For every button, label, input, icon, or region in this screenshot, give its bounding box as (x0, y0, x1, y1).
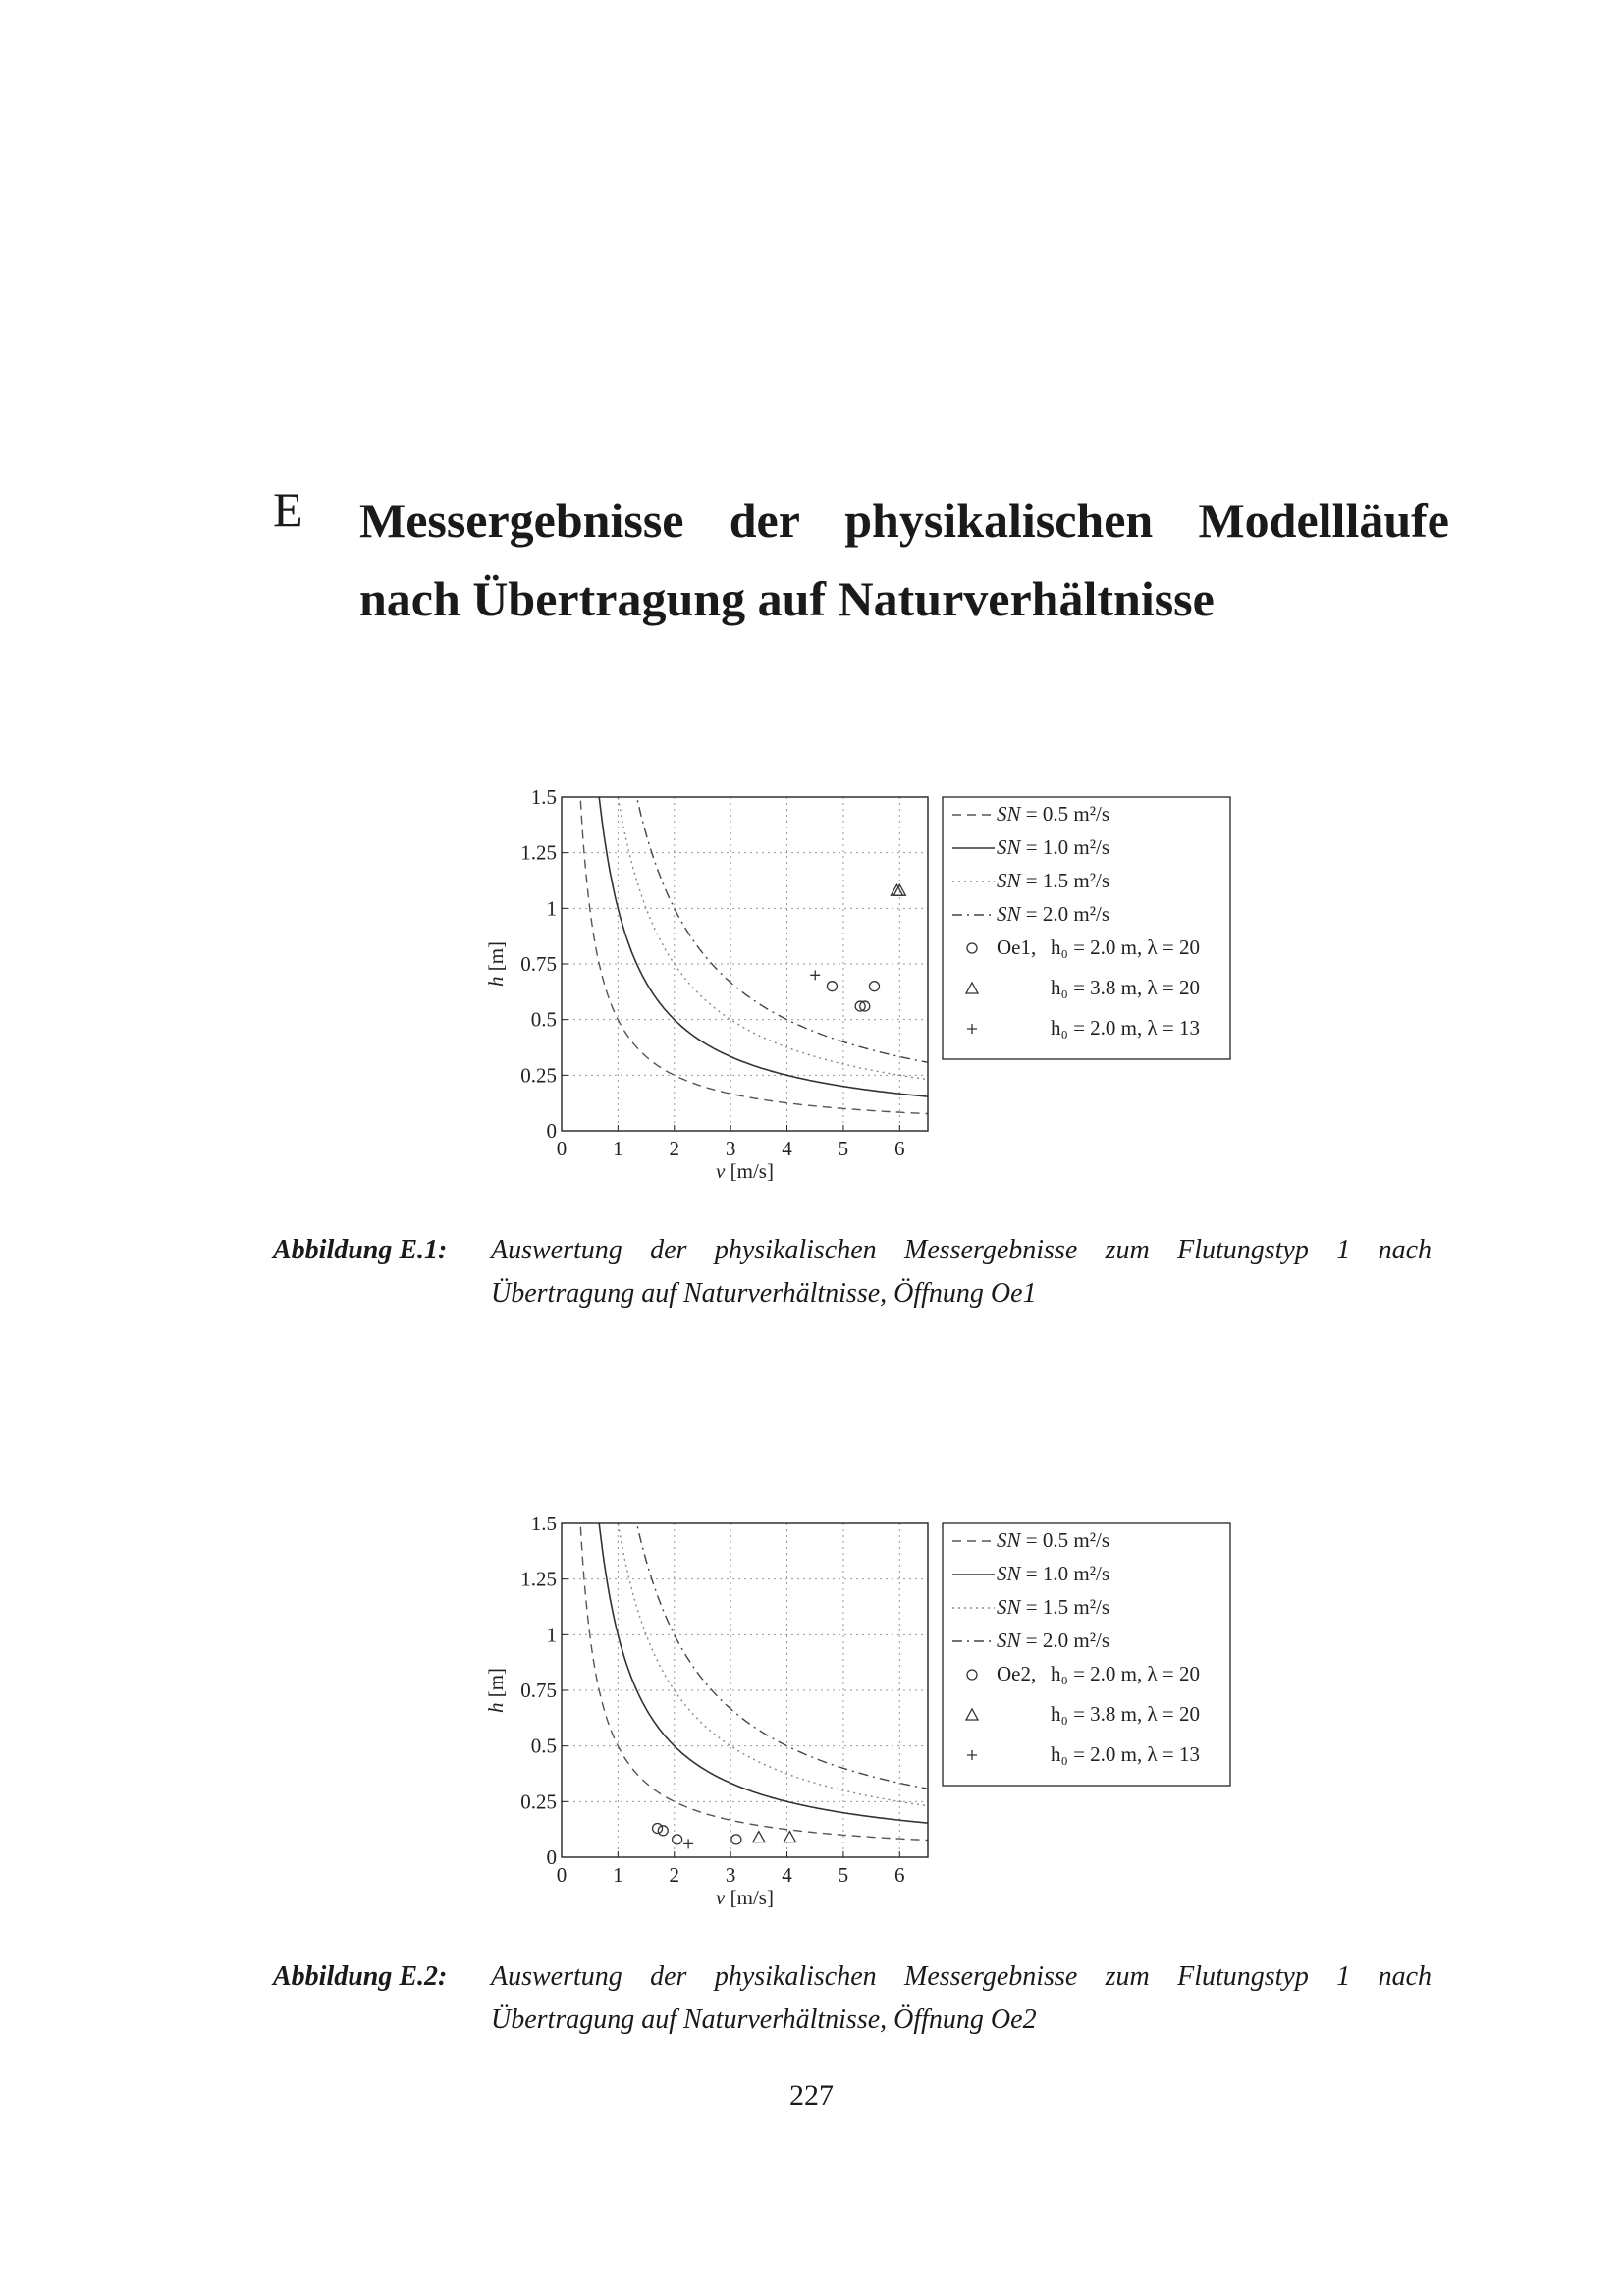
x-tick-label: 3 (725, 1137, 736, 1160)
legend-label: h₀ = 2.0 m, λ = 13 (1051, 1742, 1201, 1766)
y-axis-label: h [m] (484, 940, 508, 988)
page-number: 227 (789, 2079, 834, 2111)
y-tick-label: 1.5 (530, 785, 557, 809)
legend-label: SN = 1.0 m²/s (997, 1562, 1109, 1585)
x-tick-label: 3 (725, 1863, 736, 1887)
legend-label: h₀ = 2.0 m, λ = 13 (1051, 1016, 1201, 1040)
x-tick-label: 1 (613, 1863, 623, 1887)
figure-e2-chart (0, 1502, 1623, 1914)
curve-sn-1 (598, 1513, 928, 1823)
legend-label: SN = 1.5 m²/s (997, 869, 1109, 892)
chapter-title: Messergebnisse der physikalischen Modellläufe nach Übertragung auf Naturverhältnisse (359, 493, 1449, 626)
y-tick-label: 1 (546, 896, 557, 921)
curve-sn-0.5 (580, 1513, 929, 1841)
x-tick-label: 2 (669, 1137, 680, 1160)
y-axis-label: h [m] (484, 1667, 508, 1714)
y-tick-label: 0.25 (520, 1789, 557, 1814)
legend-label: h₀ = 2.0 m, λ = 20 (1051, 1662, 1201, 1685)
legend-label: SN = 0.5 m²/s (997, 802, 1109, 826)
y-tick-label: 1.25 (520, 840, 557, 865)
data-point-circle (827, 982, 837, 991)
data-point-circle (653, 1824, 663, 1834)
data-point-triangle (784, 1832, 795, 1842)
data-point-circle (731, 1835, 741, 1844)
caption-label: Abbildung E.1: (273, 1235, 448, 1265)
curve-sn-1.5 (617, 786, 929, 1080)
legend-label: h₀ = 3.8 m, λ = 20 (1051, 1702, 1201, 1726)
curve-sn-2 (634, 1513, 928, 1789)
y-tick-label: 0 (546, 1119, 557, 1143)
legend-label: SN = 2.0 m²/s (997, 902, 1109, 926)
x-tick-label: 6 (894, 1137, 905, 1160)
x-axis-label: v [m/s] (716, 1886, 774, 1909)
legend-entry (967, 935, 1200, 959)
y-tick-label: 0.25 (520, 1063, 557, 1088)
y-tick-label: 1.25 (520, 1567, 557, 1591)
data-point-triangle (753, 1832, 765, 1842)
x-tick-label: 0 (556, 1137, 568, 1160)
legend-lead: Oe2, (997, 1662, 1037, 1685)
legend-label: h₀ = 2.0 m, λ = 20 (1051, 935, 1201, 959)
x-tick-label: 4 (782, 1137, 792, 1160)
x-tick-label: 6 (894, 1863, 905, 1887)
x-tick-label: 5 (838, 1863, 849, 1887)
x-tick-label: 2 (669, 1863, 680, 1887)
curve-sn-1 (598, 786, 928, 1096)
caption-label: Abbildung E.2: (273, 1961, 448, 1992)
y-tick-label: 0.75 (520, 1679, 557, 1702)
legend-label: SN = 2.0 m²/s (997, 1629, 1109, 1652)
x-tick-label: 0 (556, 1863, 568, 1887)
legend-entry (967, 1662, 1200, 1685)
legend-label: h₀ = 3.8 m, λ = 20 (1051, 976, 1201, 999)
x-tick-label: 1 (613, 1137, 623, 1160)
caption-text: Auswertung der physikalischen Messergebnisse zum Flutungstyp 1 nach Übertragung auf Naturverhältnisse, Öffnung Oe1 (491, 1235, 1432, 1308)
chapter-number: E (273, 482, 303, 537)
legend-lead: Oe1, (997, 935, 1037, 959)
data-point-circle (869, 982, 879, 991)
x-axis-label: v [m/s] (716, 1159, 774, 1183)
y-tick-label: 0.75 (520, 952, 557, 976)
y-tick-label: 0.5 (530, 1007, 557, 1032)
x-tick-label: 5 (838, 1137, 849, 1160)
caption-text: Auswertung der physikalischen Messergebnisse zum Flutungstyp 1 nach Übertragung auf Naturverhältnisse, Öffnung Oe2 (491, 1961, 1432, 2035)
y-tick-label: 0 (546, 1845, 557, 1869)
curve-sn-1.5 (617, 1513, 929, 1806)
x-tick-label: 4 (782, 1863, 792, 1887)
data-point-circle (673, 1835, 682, 1844)
curve-sn-2 (634, 786, 928, 1063)
data-point-circle (658, 1826, 668, 1836)
y-tick-label: 0.5 (530, 1734, 557, 1758)
y-tick-label: 1.5 (530, 1512, 557, 1535)
legend-label: SN = 1.5 m²/s (997, 1595, 1109, 1619)
legend-label: SN = 1.0 m²/s (997, 835, 1109, 859)
data-point-plus (810, 970, 820, 980)
data-point-plus (683, 1839, 693, 1848)
figure-e1-chart (0, 775, 1623, 1188)
y-tick-label: 1 (546, 1623, 557, 1647)
legend-label: SN = 0.5 m²/s (997, 1528, 1109, 1552)
curve-sn-0.5 (580, 786, 929, 1114)
